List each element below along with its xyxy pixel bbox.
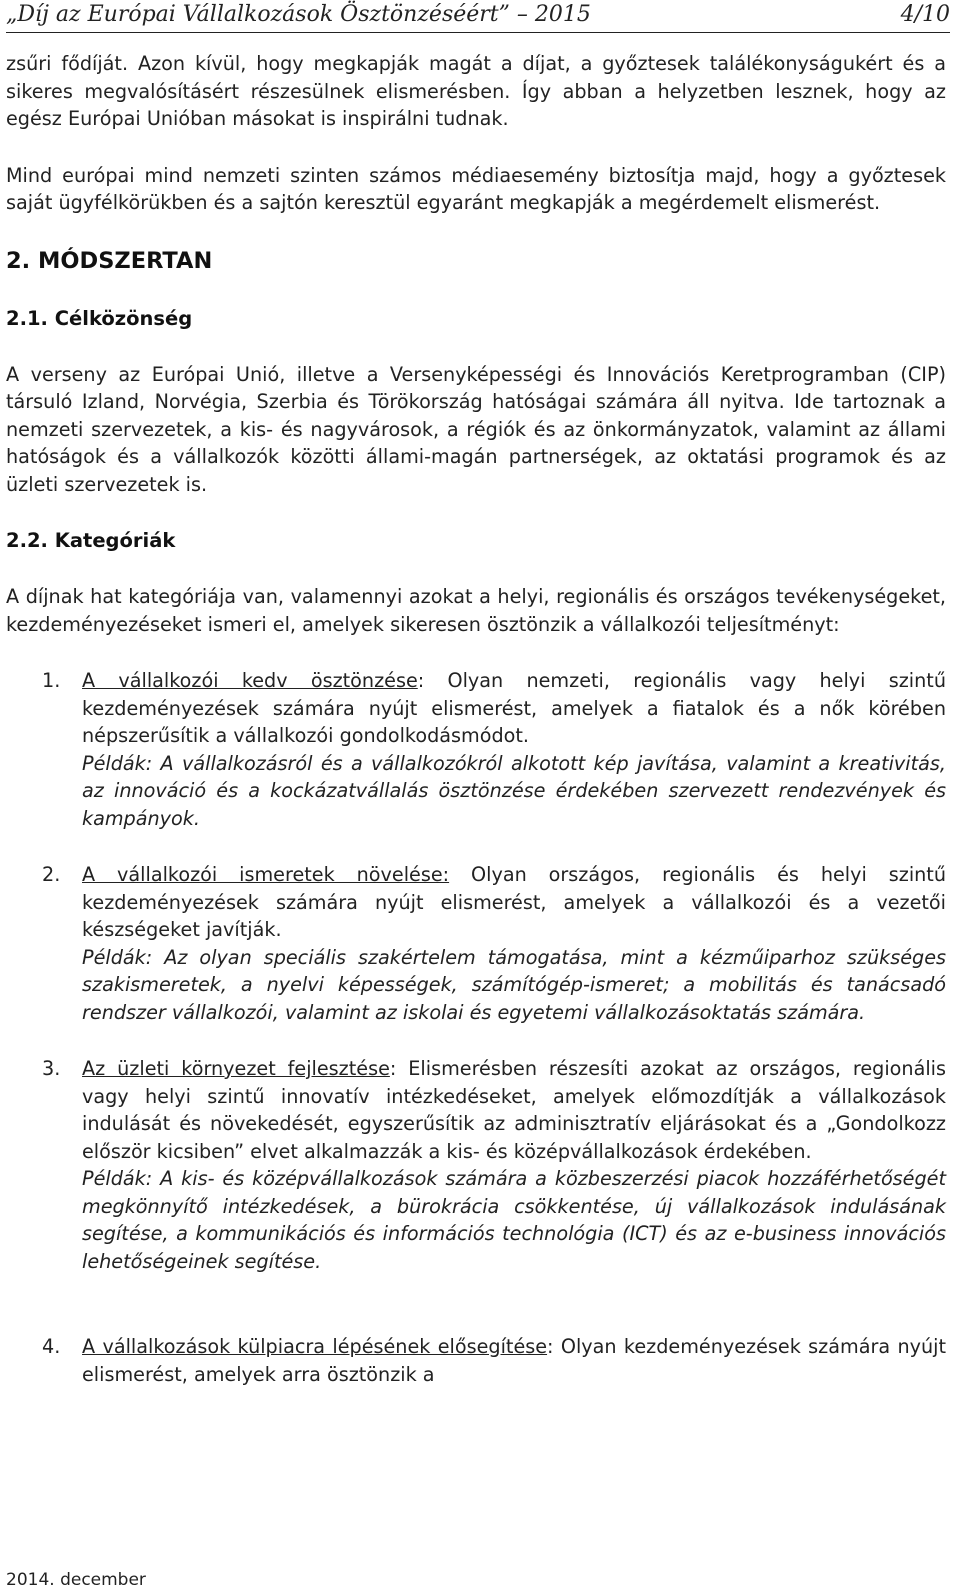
category-title-colon: : (547, 1335, 554, 1358)
page-number: 4/10 (900, 2, 950, 27)
category-description: Olyan nemzeti, regionális vagy helyi szintű kezdeményezések számára nyújt elismerést, amelyek a fiatalok és a nők körében népszerűsítik a vállalkozói gondolkodásmódot. (82, 669, 946, 747)
category-number: 3. (42, 1057, 61, 1080)
category-description: Elismerésben részesíti azokat az országos, regionális vagy helyi szintű innovatív intézkedéseket, amelyek előmozdítják a vállalkozások indulását és növekedését, egyszerűsítik az adminisztratív eljárásokat és a „Gondolkozz először kicsiben” elvet alkalmazzák a kis- és középvállalkozások érdekében. (82, 1057, 946, 1163)
category-title: A vállalkozói kedv ösztönzése (82, 669, 418, 692)
category-number: 1. (42, 669, 61, 692)
category-item-4 (6, 1333, 946, 1388)
subsection-heading-target-audience: 2.1. Célközönség (6, 306, 193, 330)
category-item-2 (6, 861, 946, 1026)
page-footer: 2014. december (6, 1570, 146, 1590)
paragraph-categories-intro: A díjnak hat kategóriája van, valamennyi azokat a helyi, regionális és országos tevékenységeket, kezdeményezéseket ismeri el, amelyek sikeresen ösztönzik a vállalkozói teljesítményt: (6, 585, 946, 636)
category-examples: Példák: A kis- és középvállalkozások számára a közbeszerzési piacok hozzáférhetőségét megkönnyítő intézkedések, a bürokrácia csökkentése, új vállalkozások indulásának segítése, a kommunikációs és információs technológia (ICT) és az e-business innovációs lehetőségeinek segítése. (82, 1167, 946, 1273)
category-title-colon: : (417, 669, 425, 692)
section-heading-methodology: 2. MÓDSZERTAN (6, 247, 213, 274)
category-item-1 (6, 667, 946, 832)
category-number: 4. (42, 1335, 61, 1358)
page-header (6, 2, 950, 33)
category-title: Az üzleti környezet fejlesztése (82, 1057, 390, 1080)
category-item-3 (6, 1055, 946, 1275)
paragraph-target-audience: A verseny az Európai Unió, illetve a Versenyképességi és Innovációs Keretprogramban (CIP) társuló Izland, Norvégia, Szerbia és Törökország hatóságai számára áll nyitva. Ide tartoznak a nemzeti szervezetek, a kis- és nagyvárosok, a régiók és az önkormányzatok, valamint az állami hatóságok és a vállalkozók közötti állami-magán partnerségek, az oktatási programok és az üzleti szervezetek is. (6, 362, 946, 496)
category-description: Olyan országos, regionális és helyi szintű kezdeményezések számára nyújt elismerést, amelyek a vállalkozói és a vezetői készségeket javítják. (82, 863, 946, 941)
category-examples: Példák: Az olyan speciális szakértelem támogatása, mint a kézműiparhoz szükséges szakismeretek, a nyelvi képességek, számítógép-ismeret; a mobilitás és tanácsadó rendszer vállalkozói, valamint az iskolai és egyetemi vállalkozásoktatás számára. (82, 945, 946, 1024)
category-list (6, 667, 946, 1388)
category-title: A vállalkozások külpiacra lépésének elősegítése (82, 1335, 548, 1358)
category-number: 2. (42, 863, 61, 886)
category-title: A vállalkozói ismeretek növelése: (82, 863, 450, 886)
header-title: „Díj az Európai Vállalkozások Ösztönzéséért” – 2015 (6, 2, 591, 27)
paragraph-jury-prize: zsűri fődíját. Azon kívül, hogy megkapják magát a díjat, a győztesek találékonyságukért és a sikeres megvalósításért részesülnek elismerésben. Így abban a helyzetben lesznek, hogy az egész Európai Unióban másokat is inspirálni tudnak. (6, 52, 946, 130)
category-description: Olyan kezdeményezések számára nyújt elismerést, amelyek arra ösztönzik a (82, 1335, 946, 1386)
category-examples: Példák: A vállalkozásról és a vállalkozókról alkotott kép javítása, valamint a kreativitás, az innováció és a kockázatvállalás ösztönzése érdekében szervezett rendezvények és kampányok. (82, 751, 946, 830)
category-title-colon: : (389, 1057, 397, 1080)
page-body (6, 50, 946, 1388)
paragraph-media-events: Mind európai mind nemzeti szinten számos médiaesemény biztosítja majd, hogy a győztesek saját ügyfélkörükben és a sajtón keresztül egyaránt megkapják a megérdemelt elismerést. (6, 163, 946, 214)
subsection-heading-categories: 2.2. Kategóriák (6, 529, 176, 552)
